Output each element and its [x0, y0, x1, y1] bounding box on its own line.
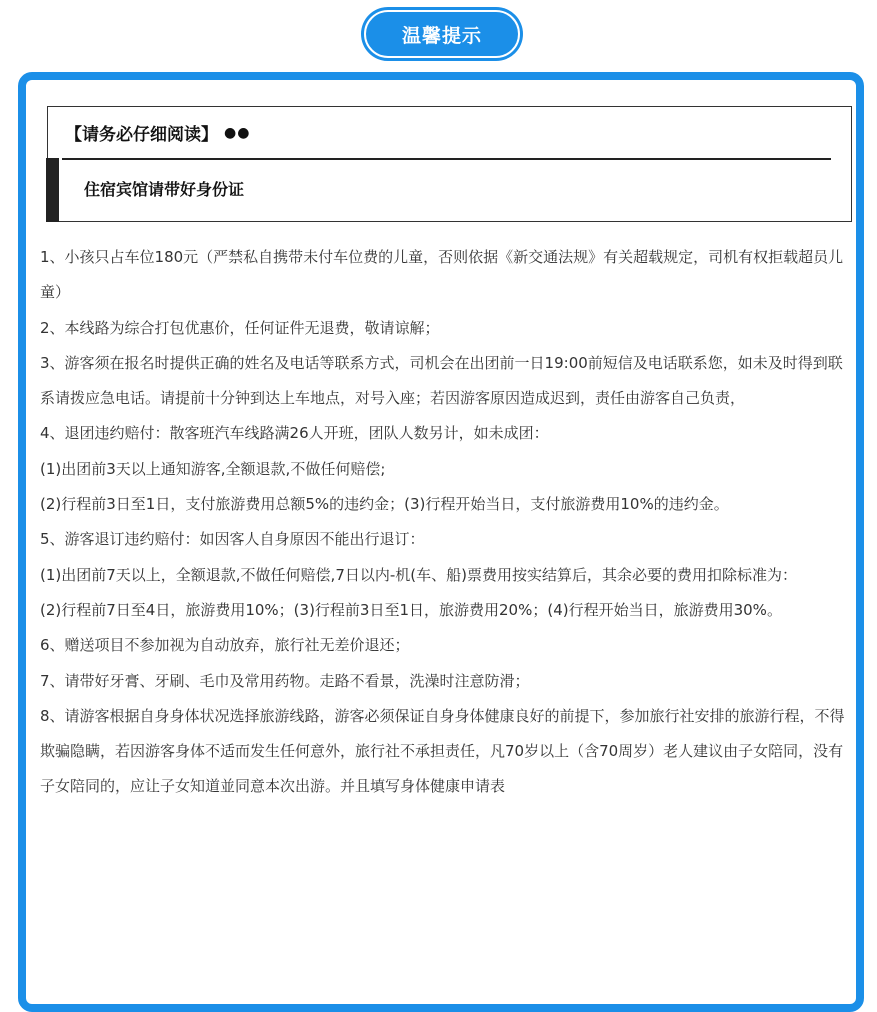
- notice-paragraph-8: (1)出团前7天以上，全额退款,不做任何赔偿,7日以内-机(车、船)票费用按实结算后，其余必要的费用扣除标准为：: [40, 565, 797, 584]
- heading-dots: ●●: [224, 124, 251, 141]
- subtitle-box: [46, 158, 852, 222]
- notice-paragraph-12: 8、请游客根据自身身体状况选择旅游线路，游客必须保证自身身体健康良好的前提下，参加旅行社安排的旅游行程，不得欺骗隐瞒，若因游客身体不适而发生任何意外，旅行社不承担责任，凡70岁以上（含70周岁）老人建议由子女陪同，没有子女陪同的，应让子女知道並同意本次出游。并且填写身体健康申请表: [40, 706, 845, 796]
- notice-content: [40, 240, 852, 805]
- notice-heading-box: [47, 106, 852, 158]
- notice-paragraph-9: (2)行程前7日至4日，旅游费用10%；(3)行程前3日至1日，旅游费用20%；(4)行程开始当日，旅游费用30%。: [40, 600, 782, 619]
- notice-paragraph-10: 6、赠送项目不参加视为自动放弃，旅行社无差价退还；: [40, 636, 410, 655]
- notice-paragraph-2: 2、本线路为综合打包优惠价，任何证件无退费，敬请谅解；: [40, 318, 440, 337]
- notice-paragraph-4: 4、退团违约赔付：散客班汽车线路满26人开班，团队人数另计，如未成团：: [40, 424, 549, 443]
- notice-paragraph-6: (2)行程前3日至1日，支付旅游费用总额5%的违约金；(3)行程开始当日，支付旅游费用10%的违约金。: [40, 495, 729, 514]
- heading-divider: [62, 158, 831, 160]
- notice-paragraph-11: 7、请带好牙膏、牙刷、毛巾及常用药物。走路不看景，洗澡时注意防滑；: [40, 671, 530, 690]
- notice-paragraph-3: 3、游客须在报名时提供正确的姓名及电话等联系方式，司机会在出团前一日19:00前短信及电话联系您，如未及时得到联系请拨应急电话。请提前十分钟到达上车地点，对号入座；若因游客原因造成迟到，责任由游客自己负责，: [40, 353, 843, 408]
- accent-bar: [46, 158, 59, 222]
- notice-heading: 【请务必仔细阅读】: [65, 125, 218, 145]
- notice-paragraph-7: 5、游客退订违约赔付：如因客人自身原因不能出行退订：: [40, 530, 425, 549]
- notice-paragraph-5: (1)出团前3天以上通知游客,全额退款,不做任何赔偿;: [40, 459, 386, 478]
- notice-card: [18, 72, 864, 1012]
- tips-badge-label: 温馨提示: [364, 10, 520, 58]
- notice-subtitle: 住宿宾馆请带好身份证: [84, 180, 245, 199]
- notice-paragraph-1: 1、小孩只占车位180元（严禁私自携带未付车位费的儿童，否则依据《新交通法规》有关超载规定，司机有权拒载超员儿童）: [40, 248, 844, 302]
- tips-badge: [361, 7, 523, 61]
